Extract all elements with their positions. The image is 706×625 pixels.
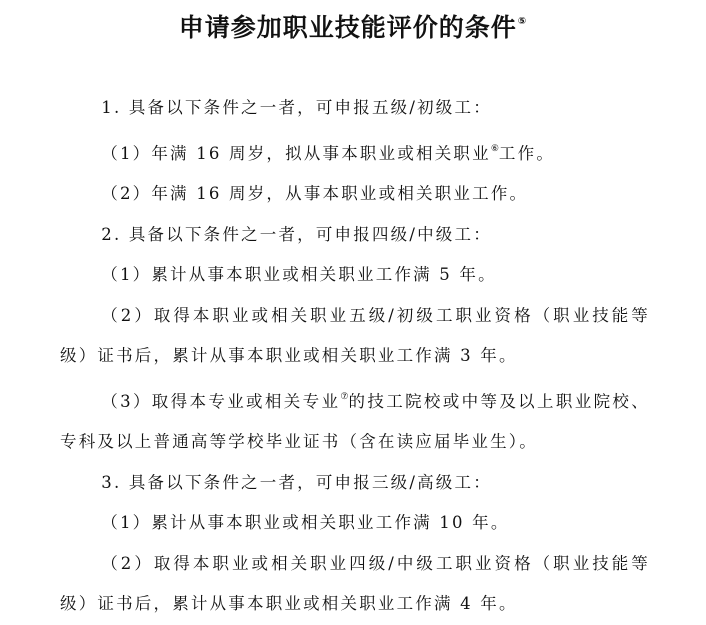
condition-item xyxy=(60,377,650,463)
section-heading-level-3 xyxy=(60,463,650,504)
paragraph-text: 1. 具备以下条件之一者，可申报五级/初级工： xyxy=(101,98,492,117)
paragraph-text: （1）年满 16 周岁，拟从事本职业或相关职业 xyxy=(101,143,491,163)
footnote-marker: ⑥ xyxy=(490,143,499,154)
title-footnote-marker: ⑤ xyxy=(517,16,528,27)
section-heading-level-5 xyxy=(60,88,650,129)
page-title xyxy=(0,4,706,46)
paragraph-text: （1）累计从事本职业或相关职业工作满 10 年。 xyxy=(101,513,510,532)
paragraph-text: （2）年满 16 周岁，从事本职业或相关职业工作。 xyxy=(101,184,529,203)
paragraph-text: 3. 具备以下条件之一者，可申报三级/高级工： xyxy=(101,472,492,492)
paragraph-text-after-note: 工作。 xyxy=(498,143,556,163)
section-heading-level-4 xyxy=(60,215,650,256)
paragraph-text: （2）取得本职业或相关职业五级/初级工职业资格（职业技能等级）证书后，累计从事本职业或相关职业工作满 3 年。 xyxy=(60,305,650,365)
condition-item xyxy=(60,174,650,215)
title-text: 申请参加职业技能评价的条件 xyxy=(178,13,517,42)
document-body xyxy=(60,88,650,625)
paragraph-text: （1）累计从事本职业或相关职业工作满 5 年。 xyxy=(101,265,497,284)
paragraph-text: （2）取得本职业或相关职业四级/中级工职业资格（职业技能等级）证书后，累计从事本职业或相关职业工作满 4 年。 xyxy=(60,553,650,613)
condition-item xyxy=(60,296,650,377)
condition-item xyxy=(60,544,650,625)
paragraph-text-after-note: 的技工院校或中等及以上职业院校、专科及以上普通高等学校毕业证书（含在读应届毕业生）。 xyxy=(60,391,650,451)
condition-item xyxy=(60,129,650,175)
condition-item xyxy=(60,255,650,296)
paragraph-text: 2. 具备以下条件之一者，可申报四级/中级工： xyxy=(101,224,492,244)
condition-item xyxy=(60,503,650,544)
footnote-marker: ⑦ xyxy=(340,391,349,402)
paragraph-text: （3）取得本专业或相关专业 xyxy=(101,391,341,411)
